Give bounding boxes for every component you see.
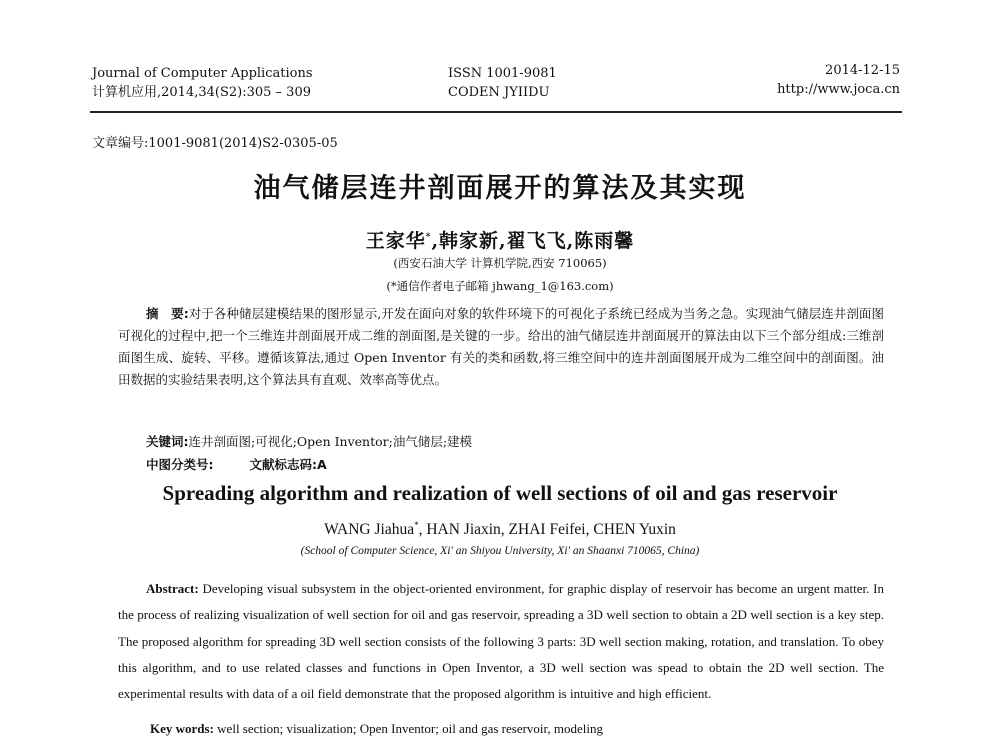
journal-header-right — [777, 61, 900, 99]
authors-en — [0, 520, 1000, 539]
issn: ISSN 1001-9081 — [448, 66, 557, 81]
author-first-cn: 王家华 — [365, 230, 426, 252]
keywords-cn — [146, 432, 472, 450]
journal-citation-cn: 计算机应用,2014,34(S2):305 – 309 — [92, 85, 311, 100]
affiliation-en: (School of Computer Science, Xi' an Shiyou University, Xi' an Shaanxi 710065, China) — [300, 545, 700, 557]
abstract-label-cn: 摘 要: — [146, 306, 189, 321]
title-en: Spreading algorithm and realization of well sections of oil and gas reservoir — [162, 481, 838, 505]
authors-rest-cn: ,韩家新,翟飞飞,陈雨馨 — [431, 230, 635, 252]
journal-url[interactable]: http://www.joca.cn — [777, 82, 900, 97]
keywords-en — [150, 721, 603, 737]
journal-header-center — [448, 64, 557, 102]
journal-header-left — [92, 64, 313, 102]
corresponding-mark-cn: * — [425, 232, 432, 243]
header-rule — [90, 111, 902, 113]
authors-rest-en: , HAN Jiaxin, ZHAI Feifei, CHEN Yuxin — [418, 521, 676, 539]
keywords-label-en: Key words: — [150, 721, 214, 736]
email-cn: (*通信作者电子邮箱 jhwang_1@163.com) — [386, 279, 614, 293]
abstract-label-en: Abstract: — [146, 581, 199, 596]
classification-cn — [146, 455, 327, 473]
clc-label: 中图分类号: — [146, 457, 214, 472]
journal-name-en: Journal of Computer Applications — [92, 66, 313, 81]
coden: CODEN JYIIDU — [448, 85, 550, 100]
abstract-en — [118, 576, 884, 707]
author-first-en: WANG Jiahua — [324, 521, 415, 539]
keywords-text-cn: 连井剖面图;可视化;Open Inventor;油气储层;建模 — [188, 434, 473, 449]
keywords-text-en: well section; visualization; Open Inventor; oil and gas reservoir, modeling — [217, 721, 603, 736]
authors-cn — [0, 226, 1000, 253]
keywords-label-cn: 关键词: — [146, 434, 189, 449]
publish-date: 2014-12-15 — [825, 63, 900, 78]
article-number: 文章编号:1001-9081(2014)S2-0305-05 — [92, 136, 338, 151]
doc-code: 文献标志码:A — [249, 457, 327, 472]
corresponding-mark-en: * — [414, 520, 419, 530]
affiliation-cn: (西安石油大学 计算机学院,西安 710065) — [393, 256, 607, 270]
abstract-text-en: Developing visual subsystem in the object-oriented environment, for graphic display of reservoir has become an urgent matter. In the process of realizing visualization of well section for oil and gas reservoir, spreading a 3D well section to obtain a 2D well section is a key step. The proposed algorithm for spreading 3D well section consists of the following 3 parts: 3D well section making, rotation, and translation. To obey this algorithm, and to use related classes and functions in Open Inventor, a 3D well section was spead to obtain the 2D well section. The experimental results with data of a oil field demonstrate that the proposed algorithm is intuitive and high efficient. — [118, 581, 884, 702]
abstract-text-cn: 对于各种储层建模结果的图形显示,开发在面向对象的软件环境下的可视化子系统已经成为当务之急。实现油气储层连井剖面图可视化的过程中,把一个三维连井剖面展开成二维的剖面图,是关键的一步。给出的油气储层连井剖面展开的算法由以下三个部分组成:三维剖面图生成、旋转、平移。遵循该算法,通过 Open Inventor 有关的类和函数,将三维空间中的连井剖面图展开成为二维空间中的剖面图。油田数据的实验结果表明,这个算法具有直观、效率高等优点。 — [118, 306, 884, 387]
title-cn: 油气储层连井剖面展开的算法及其实现 — [253, 173, 747, 204]
abstract-cn — [118, 303, 884, 391]
